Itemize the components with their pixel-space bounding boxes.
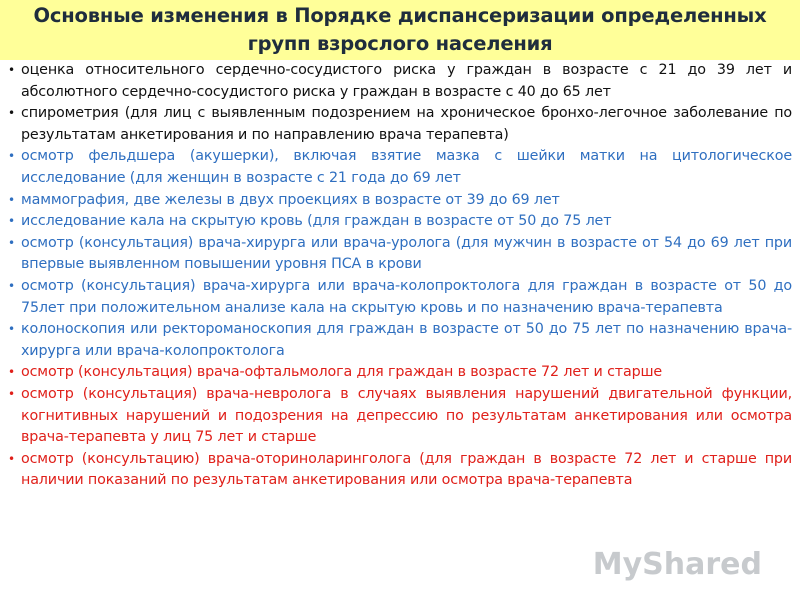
bullet-icon: • [8,192,15,207]
bullet-icon: • [8,106,15,121]
list-item [8,146,792,189]
changes-list [8,60,792,492]
list-item-text: исследование кала на скрытую кровь (для граждан в возрасте от 50 до 75 лет [21,213,612,230]
title-line-2: групп взрослого населения [247,32,553,55]
list-item [8,276,792,319]
list-item [8,211,792,233]
list-item-text: осмотр (консультация) врача-невролога в случаях выявления нарушений двигательной функции, когнитивных нарушений и подозрения на депрессию по результатам анкетирования или осмотра врача-терапевта у лиц 75 лет и старше [21,385,792,446]
list-item [8,319,792,362]
bullet-icon: • [8,322,15,337]
list-item [8,449,792,492]
list-item-text: осмотр (консультация) врача-хирурга или врача-колопроктолога для граждан в возрасте от 50 до 75лет при положительном анализе кала на скрытую кровь и по назначению врача-терапевта [21,277,792,316]
bullet-icon: • [8,451,15,466]
page-title [34,2,767,58]
list-item [8,103,792,146]
list-item-text: маммография, две железы в двух проекциях в возрасте от 39 до 69 лет [21,191,560,208]
bullet-icon: • [8,149,15,164]
list-item [8,384,792,449]
list-item-text: осмотр (консультация) врача-хирурга или врача-уролога (для мужчин в возрасте от 54 до 69 лет при впервые выявленном повышении уровня ПСА в крови [21,234,792,273]
list-item [8,233,792,276]
list-item [8,60,792,103]
list-item-text: осмотр фельдшера (акушерки), включая взятие мазка с шейки матки на цитологическое исследование (для женщин в возрасте с 21 года до 69 лет [21,148,792,186]
watermark-logo: MyShared [592,547,762,582]
list-item-text: спирометрия (для лиц с выявленным подозрением на хроническое бронхо-легочное заболевание по результатам анкетирования и по направлению врача терапевта) [21,105,792,143]
list-item [8,362,792,384]
bullet-icon: • [8,235,15,250]
title-line-1: Основные изменения в Порядке диспансеризации определенных [33,4,767,27]
bullet-icon: • [8,63,15,77]
list-item-text: оценка относительного сердечно-сосудистого риска у граждан в возрасте с 21 до 39 лет и абсолютного сердечно-сосудистого риска у граждан в возрасте с 40 до 65 лет [21,62,792,100]
bullet-icon: • [8,386,15,401]
list-item-text: осмотр (консультация) врача-офтальмолога для граждан в возрасте 72 лет и старше [21,364,663,381]
list-item-text: колоноскопия или ректороманоскопия для граждан в возрасте от 50 до 75 лет по назначению врача-хирурга или врача-колопроктолога [21,321,792,359]
list-item [8,190,792,212]
bullet-icon: • [8,214,15,229]
bullet-icon: • [8,365,15,380]
title-banner [0,0,800,60]
bullet-icon: • [8,278,15,293]
list-item-text: осмотр (консультацию) врача-оториноларинголога (для граждан в возрасте 72 лет и старше при наличии показаний по результатам анкетирования или осмотра врача-терапевта [21,450,792,489]
